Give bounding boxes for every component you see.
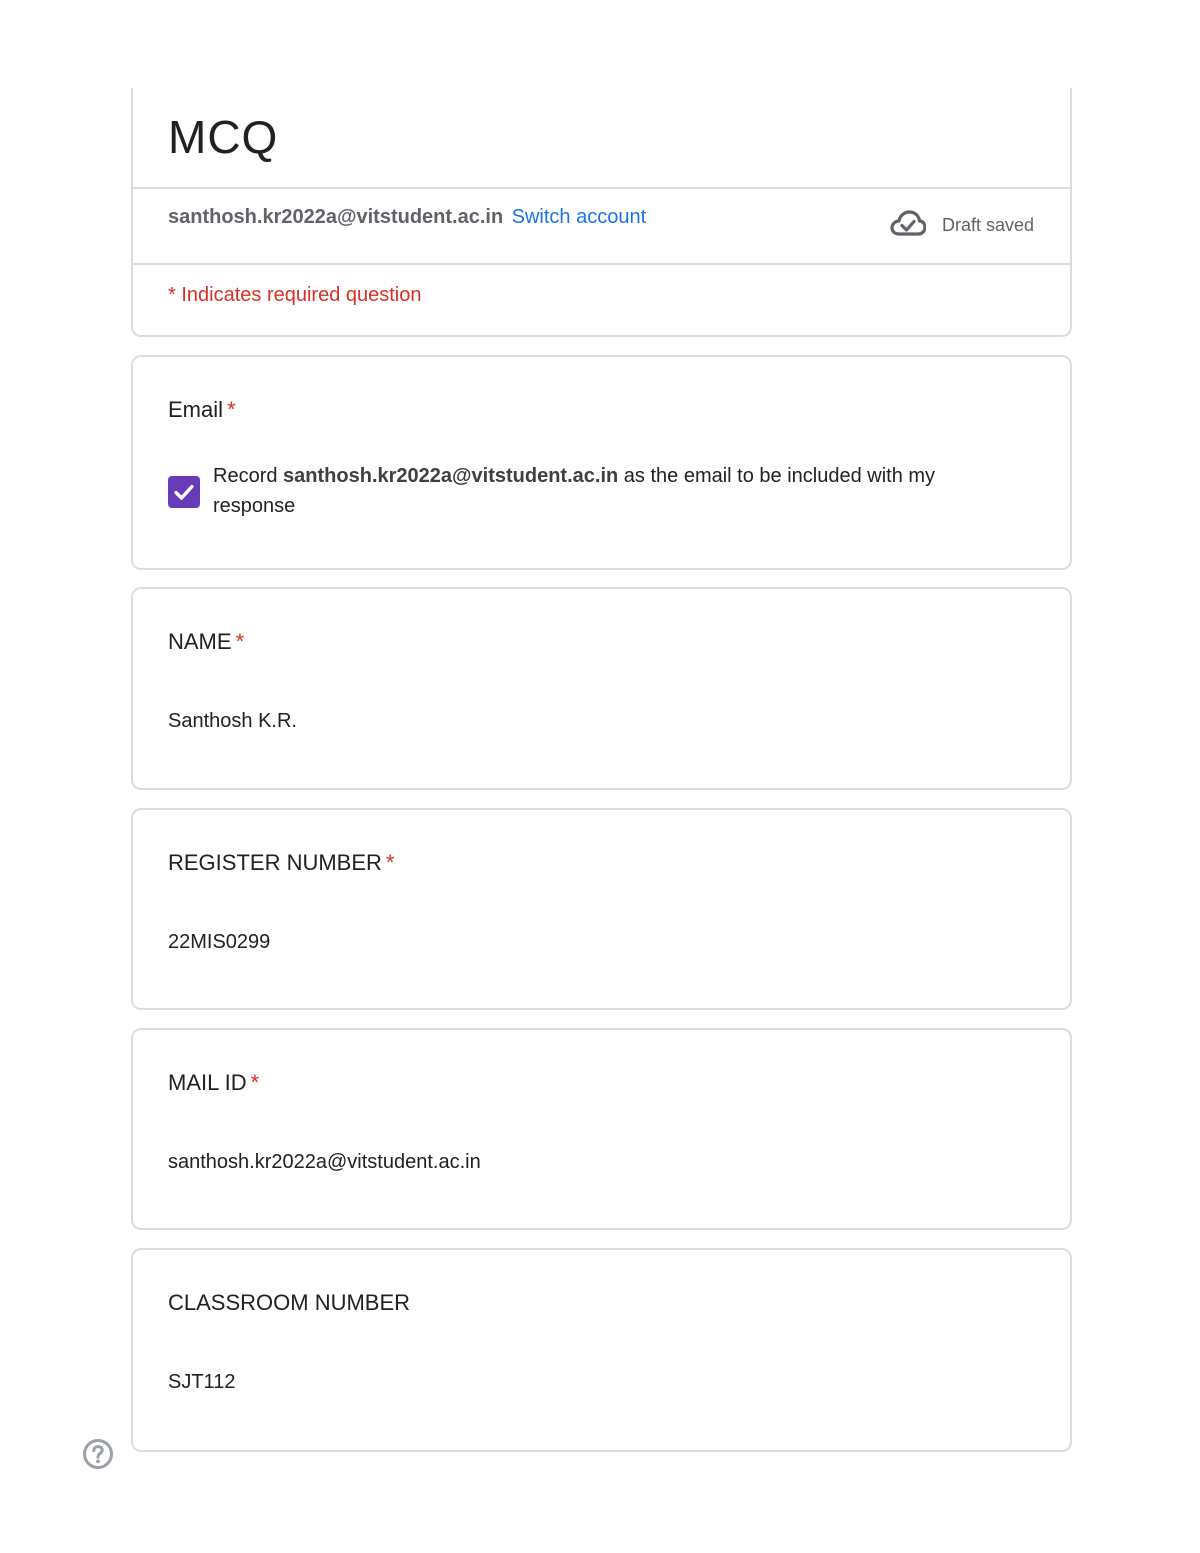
record-email-label <box>213 461 993 521</box>
question-title-text: REGISTER NUMBER <box>168 850 382 875</box>
account-row <box>168 206 1034 246</box>
question-title <box>168 397 236 423</box>
draft-status <box>890 210 1034 241</box>
answer-text: Santhosh K.R. <box>168 710 297 732</box>
question-title <box>168 850 394 876</box>
required-asterisk: * <box>250 1070 260 1095</box>
record-email-prefix: Record <box>213 465 278 487</box>
email-question-card <box>131 355 1072 570</box>
question-title <box>168 1290 414 1316</box>
switch-account-link[interactable]: Switch account <box>511 206 647 228</box>
record-email-suffix: as the email to be included with my response <box>213 465 936 517</box>
question-card-mail-id <box>131 1028 1072 1230</box>
question-card-register-number <box>131 808 1072 1010</box>
required-note: * Indicates required question <box>168 284 422 306</box>
required-asterisk: * <box>227 397 236 422</box>
help-icon[interactable] <box>82 1438 114 1470</box>
question-card-classroom-number <box>131 1248 1072 1452</box>
question-title-text: MAIL ID <box>168 1070 247 1095</box>
header-divider <box>133 187 1070 189</box>
account-email: santhosh.kr2022a@vitstudent.ac.in <box>168 206 504 228</box>
account-divider <box>133 263 1070 265</box>
answer-text: santhosh.kr2022a@vitstudent.ac.in <box>168 1151 481 1173</box>
required-asterisk: * <box>385 850 395 875</box>
record-email-checkbox[interactable] <box>168 476 200 508</box>
form-title: MCQ <box>168 111 279 163</box>
required-asterisk: * <box>235 629 245 654</box>
checkmark-icon <box>172 480 196 504</box>
question-title-text: CLASSROOM NUMBER <box>168 1290 411 1315</box>
question-title-text: Email <box>168 397 224 422</box>
question-title <box>168 629 244 655</box>
question-card-name <box>131 587 1072 790</box>
question-title-text: NAME <box>168 629 232 654</box>
form-header-card <box>131 88 1072 337</box>
record-email-address: santhosh.kr2022a@vitstudent.ac.in <box>283 465 619 487</box>
question-title <box>168 1070 259 1096</box>
answer-text: 22MIS0299 <box>168 931 271 953</box>
draft-status-text: Draft saved <box>941 215 1034 235</box>
answer-text: SJT112 <box>168 1371 236 1393</box>
cloud-done-icon <box>890 210 926 241</box>
